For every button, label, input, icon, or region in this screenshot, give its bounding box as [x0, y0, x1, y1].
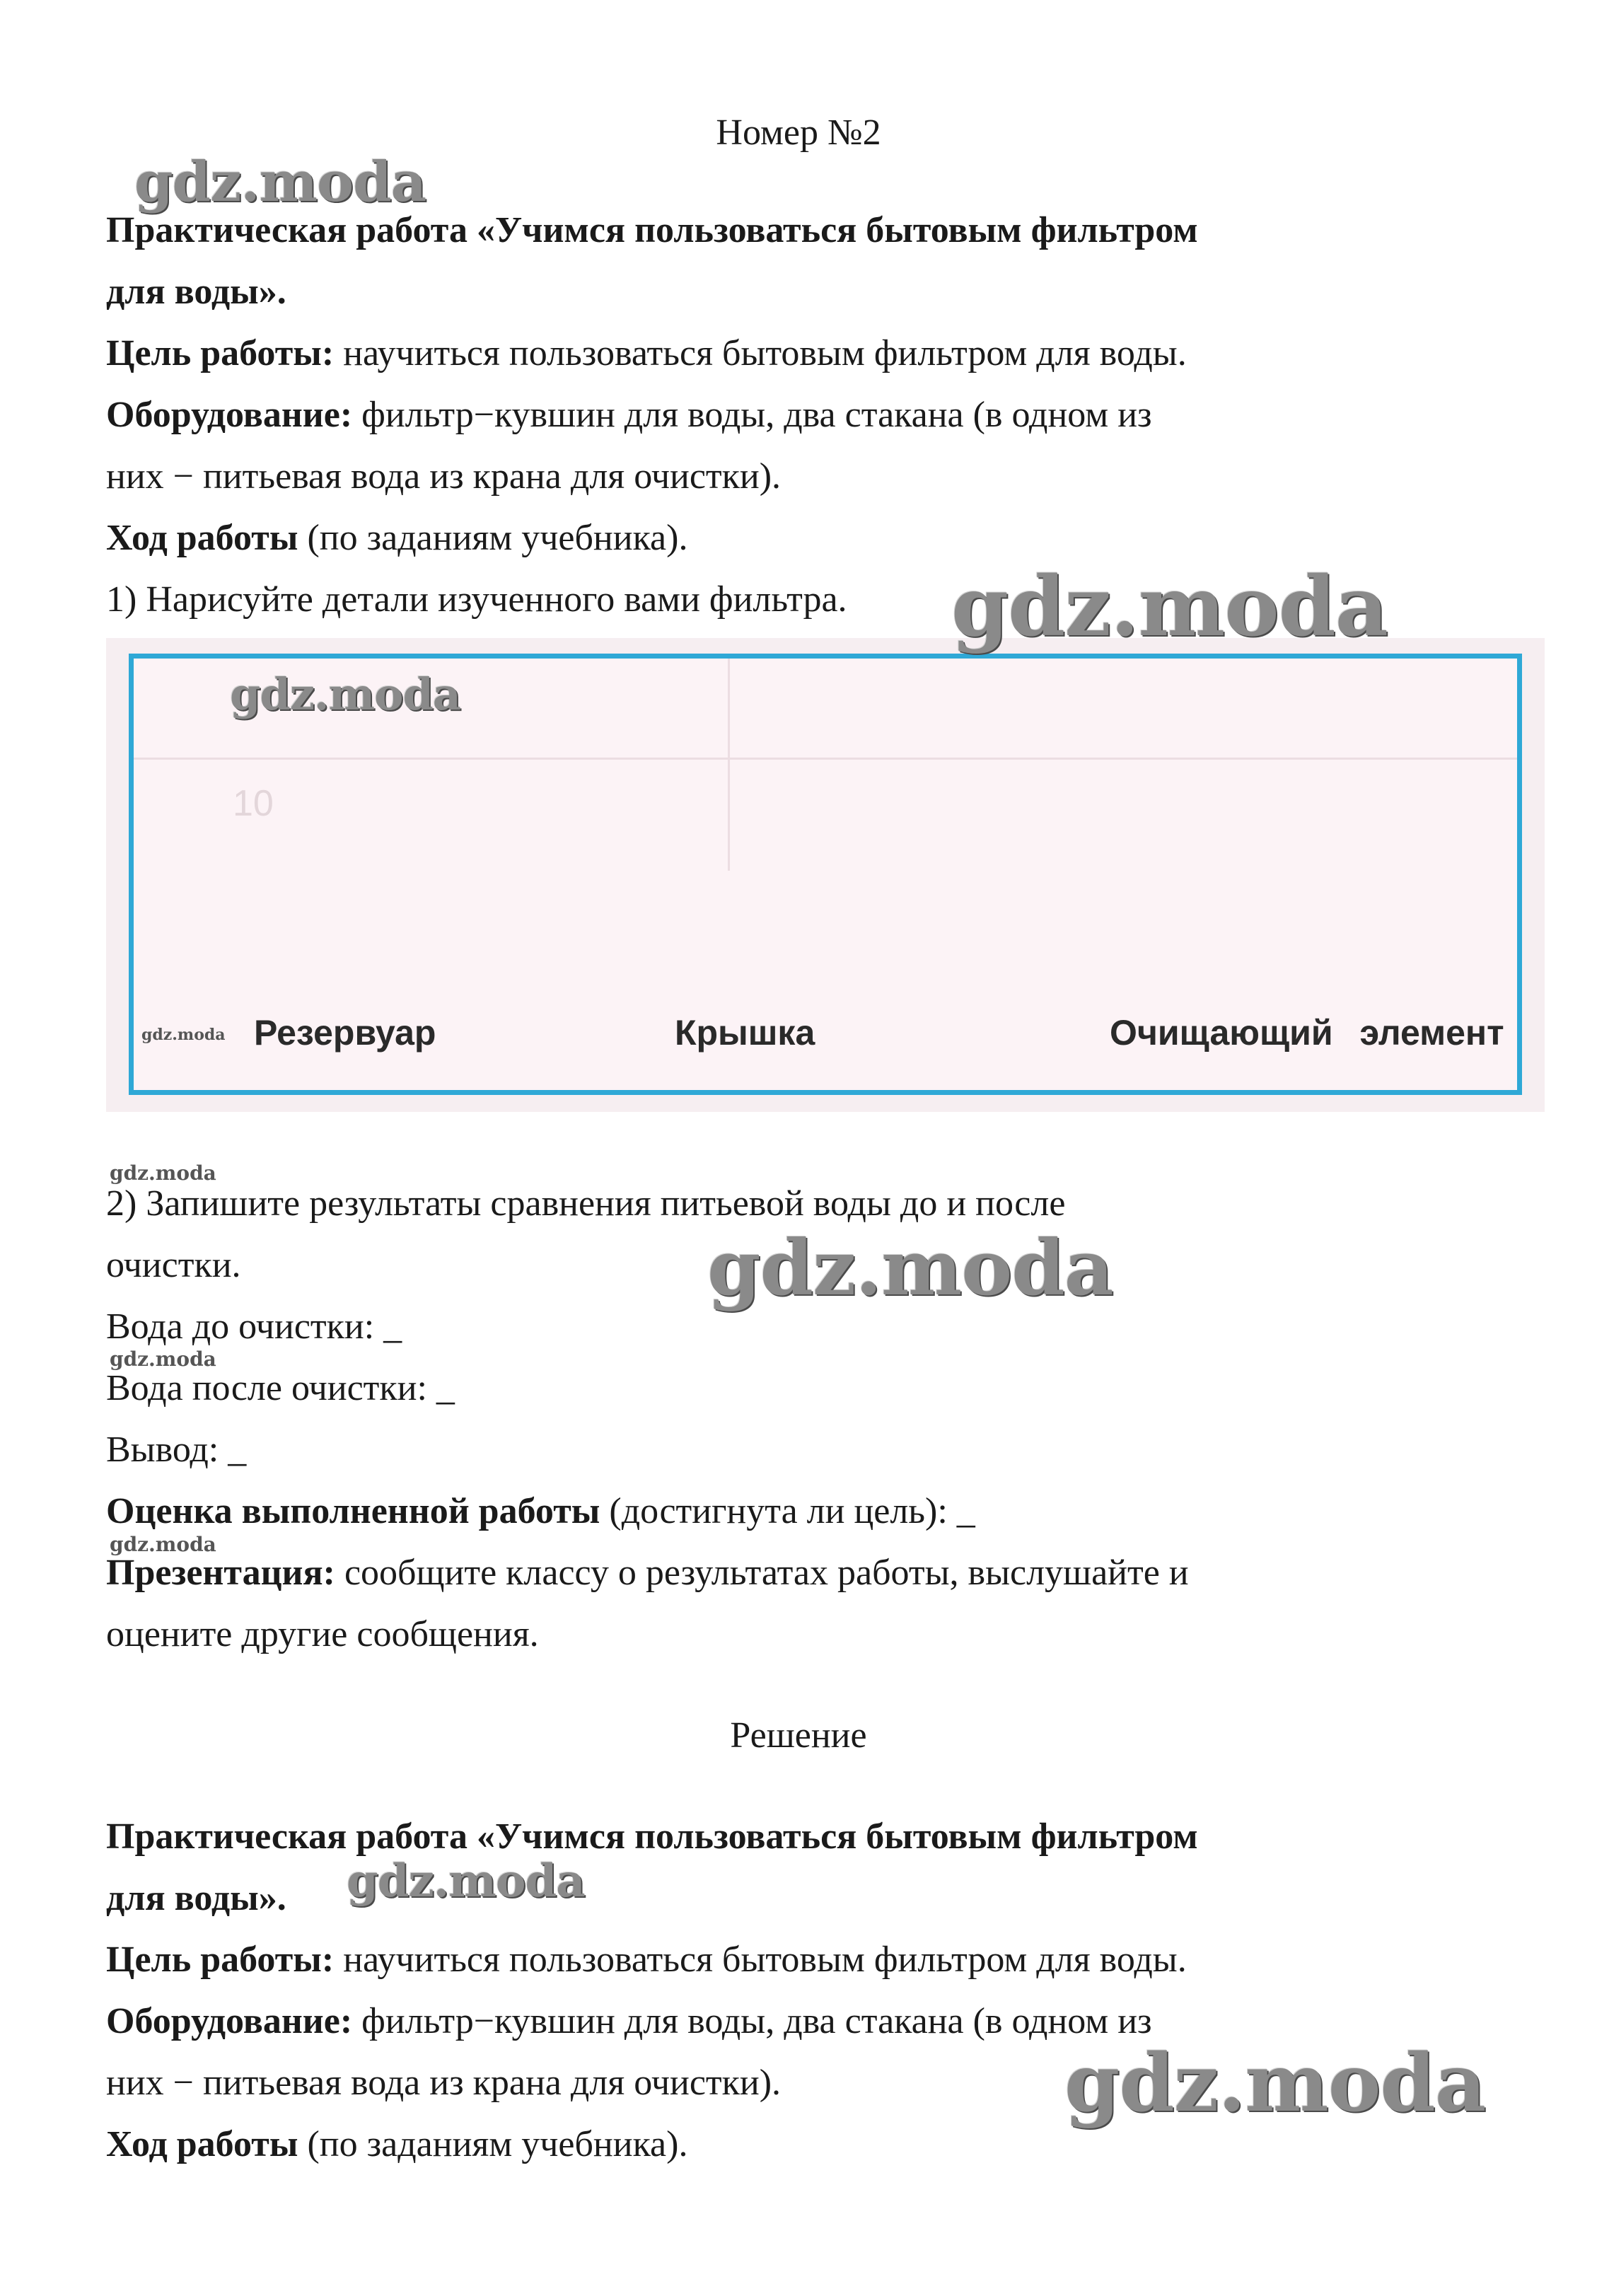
- task-step2-line1: 2) Запишите результаты сравнения питьевой воды до и после: [106, 1183, 1066, 1224]
- task-title-line2: для воды».: [106, 272, 286, 312]
- solution-equipment-line2: них − питьевая вода из крана для очистки).: [106, 2063, 782, 2103]
- task-conclusion: Вывод: _: [106, 1430, 247, 1470]
- task-procedure: Ход работы (по заданиям учебника).: [106, 518, 688, 558]
- task-step1: 1) Нарисуйте детали изученного вами фильтра.: [106, 579, 847, 620]
- watermark: gdz.moda: [110, 1533, 216, 1556]
- task-water-after: Вода после очистки: _: [106, 1368, 455, 1408]
- task-presentation-line1: Презентация: сообщите классу о результатах работы, выслушайте и: [106, 1553, 1189, 1593]
- task-title-line1: Практическая работа «Учимся пользоваться бытовым фильтром: [106, 210, 1198, 250]
- watermark: gdz.moda: [230, 668, 460, 720]
- solution-title-line1: Практическая работа «Учимся пользоваться бытовым фильтром: [106, 1816, 1198, 1857]
- watermark: gdz.moda: [951, 559, 1388, 655]
- watermark: gdz.moda: [1064, 2037, 1486, 2130]
- solution-title-line2: для воды».: [106, 1878, 286, 1918]
- solution-procedure: Ход работы (по заданиям учебника).: [106, 2124, 688, 2164]
- task-presentation-line2: оцените другие сообщения.: [106, 1614, 539, 1654]
- task-assessment: Оценка выполненной работы (достигнута ли цель): _: [106, 1491, 975, 1531]
- task-equipment-line1: Оборудование: фильтр−кувшин для воды, два стакана (в одном из: [106, 395, 1152, 435]
- task-goal: Цель работы: научиться пользоваться бытовым фильтром для воды.: [106, 333, 1187, 373]
- watermark: gdz.moda: [141, 1026, 226, 1044]
- watermark: gdz.moda: [707, 1224, 1113, 1313]
- task-water-before: Вода до очистки: _: [106, 1306, 402, 1347]
- figure-label-reservoir: Резервуар: [254, 1013, 436, 1053]
- figure-ghost-number: 10: [233, 783, 274, 824]
- page-title: Номер №2: [716, 112, 881, 153]
- task-step2-line2: очистки.: [106, 1245, 241, 1285]
- solution-equipment-line1: Оборудование: фильтр−кувшин для воды, два стакана (в одном из: [106, 2001, 1152, 2041]
- figure-label-lid: Крышка: [675, 1013, 815, 1053]
- watermark: gdz.moda: [347, 1855, 585, 1908]
- watermark: gdz.moda: [110, 1161, 216, 1185]
- solution-goal: Цель работы: научиться пользоваться бытовым фильтром для воды.: [106, 1940, 1187, 1980]
- watermark: gdz.moda: [134, 150, 426, 214]
- solution-heading: Решение: [730, 1715, 867, 1756]
- watermark: gdz.moda: [110, 1347, 216, 1371]
- task-equipment-line2: них − питьевая вода из крана для очистки).: [106, 456, 782, 497]
- figure-label-filter-element: Очищающий элемент: [1110, 1013, 1504, 1053]
